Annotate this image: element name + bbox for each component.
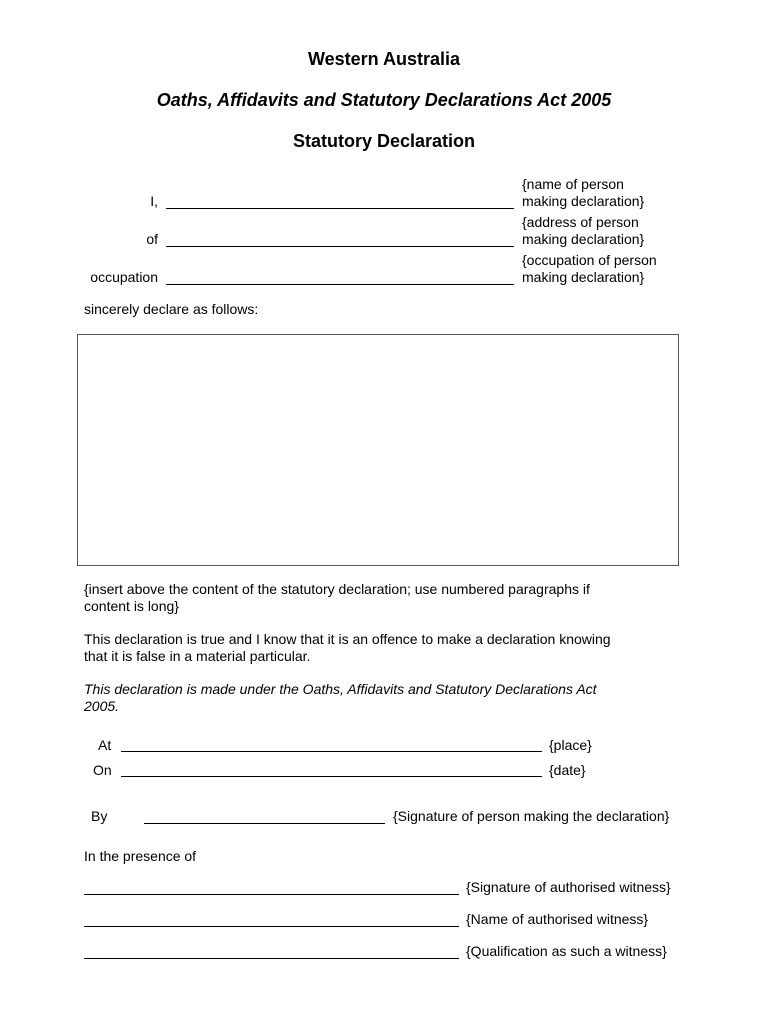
act-heading: Oaths, Affidavits and Statutory Declarations Act 2005 — [156, 90, 612, 110]
witness-signature-field[interactable] — [84, 894, 459, 895]
date-note: {date} — [549, 762, 586, 778]
place-note: {place} — [549, 737, 592, 753]
jurisdiction-heading: Western Australia — [307, 49, 461, 69]
name-field[interactable] — [166, 208, 514, 209]
content-instruction: {insert above the content of the statutory declaration; use numbered paragraphs if content is long} — [84, 581, 590, 614]
occupation-label: occupation — [90, 269, 158, 285]
witness-name-note: {Name of authorised witness} — [466, 911, 649, 927]
witness-qualification-field[interactable] — [84, 958, 459, 959]
declaration-content-box[interactable] — [77, 334, 679, 566]
date-field[interactable] — [121, 776, 542, 777]
address-field[interactable] — [166, 246, 514, 247]
at-label: At — [98, 737, 112, 753]
declarant-signature-note: {Signature of person making the declaration} — [393, 808, 670, 824]
declarant-signature-field[interactable] — [144, 823, 385, 824]
occupation-field[interactable] — [166, 284, 514, 285]
on-label: On — [93, 762, 112, 778]
address-note: {address of person making declaration} — [522, 214, 645, 247]
truth-statement: This declaration is true and I know that it is an offence to make a declaration knowing that it is false in a material particular. — [84, 631, 611, 664]
declare-intro: sincerely declare as follows: — [84, 301, 259, 317]
witness-name-field[interactable] — [84, 926, 459, 927]
occupation-note: {occupation of person making declaration} — [522, 252, 657, 285]
witness-signature-note: {Signature of authorised witness} — [466, 879, 671, 895]
presence-label: In the presence of — [84, 848, 197, 864]
place-field[interactable] — [121, 751, 542, 752]
witness-qualification-note: {Qualification as such a witness} — [466, 943, 667, 959]
made-under-statement: This declaration is made under the Oaths, Affidavits and Statutory Declarations Act 2005. — [84, 681, 597, 714]
address-label: of — [146, 231, 158, 247]
name-note: {name of person making declaration} — [522, 176, 645, 209]
name-label: I, — [150, 193, 158, 209]
form-title: Statutory Declaration — [292, 131, 476, 151]
by-label: By — [91, 808, 108, 824]
